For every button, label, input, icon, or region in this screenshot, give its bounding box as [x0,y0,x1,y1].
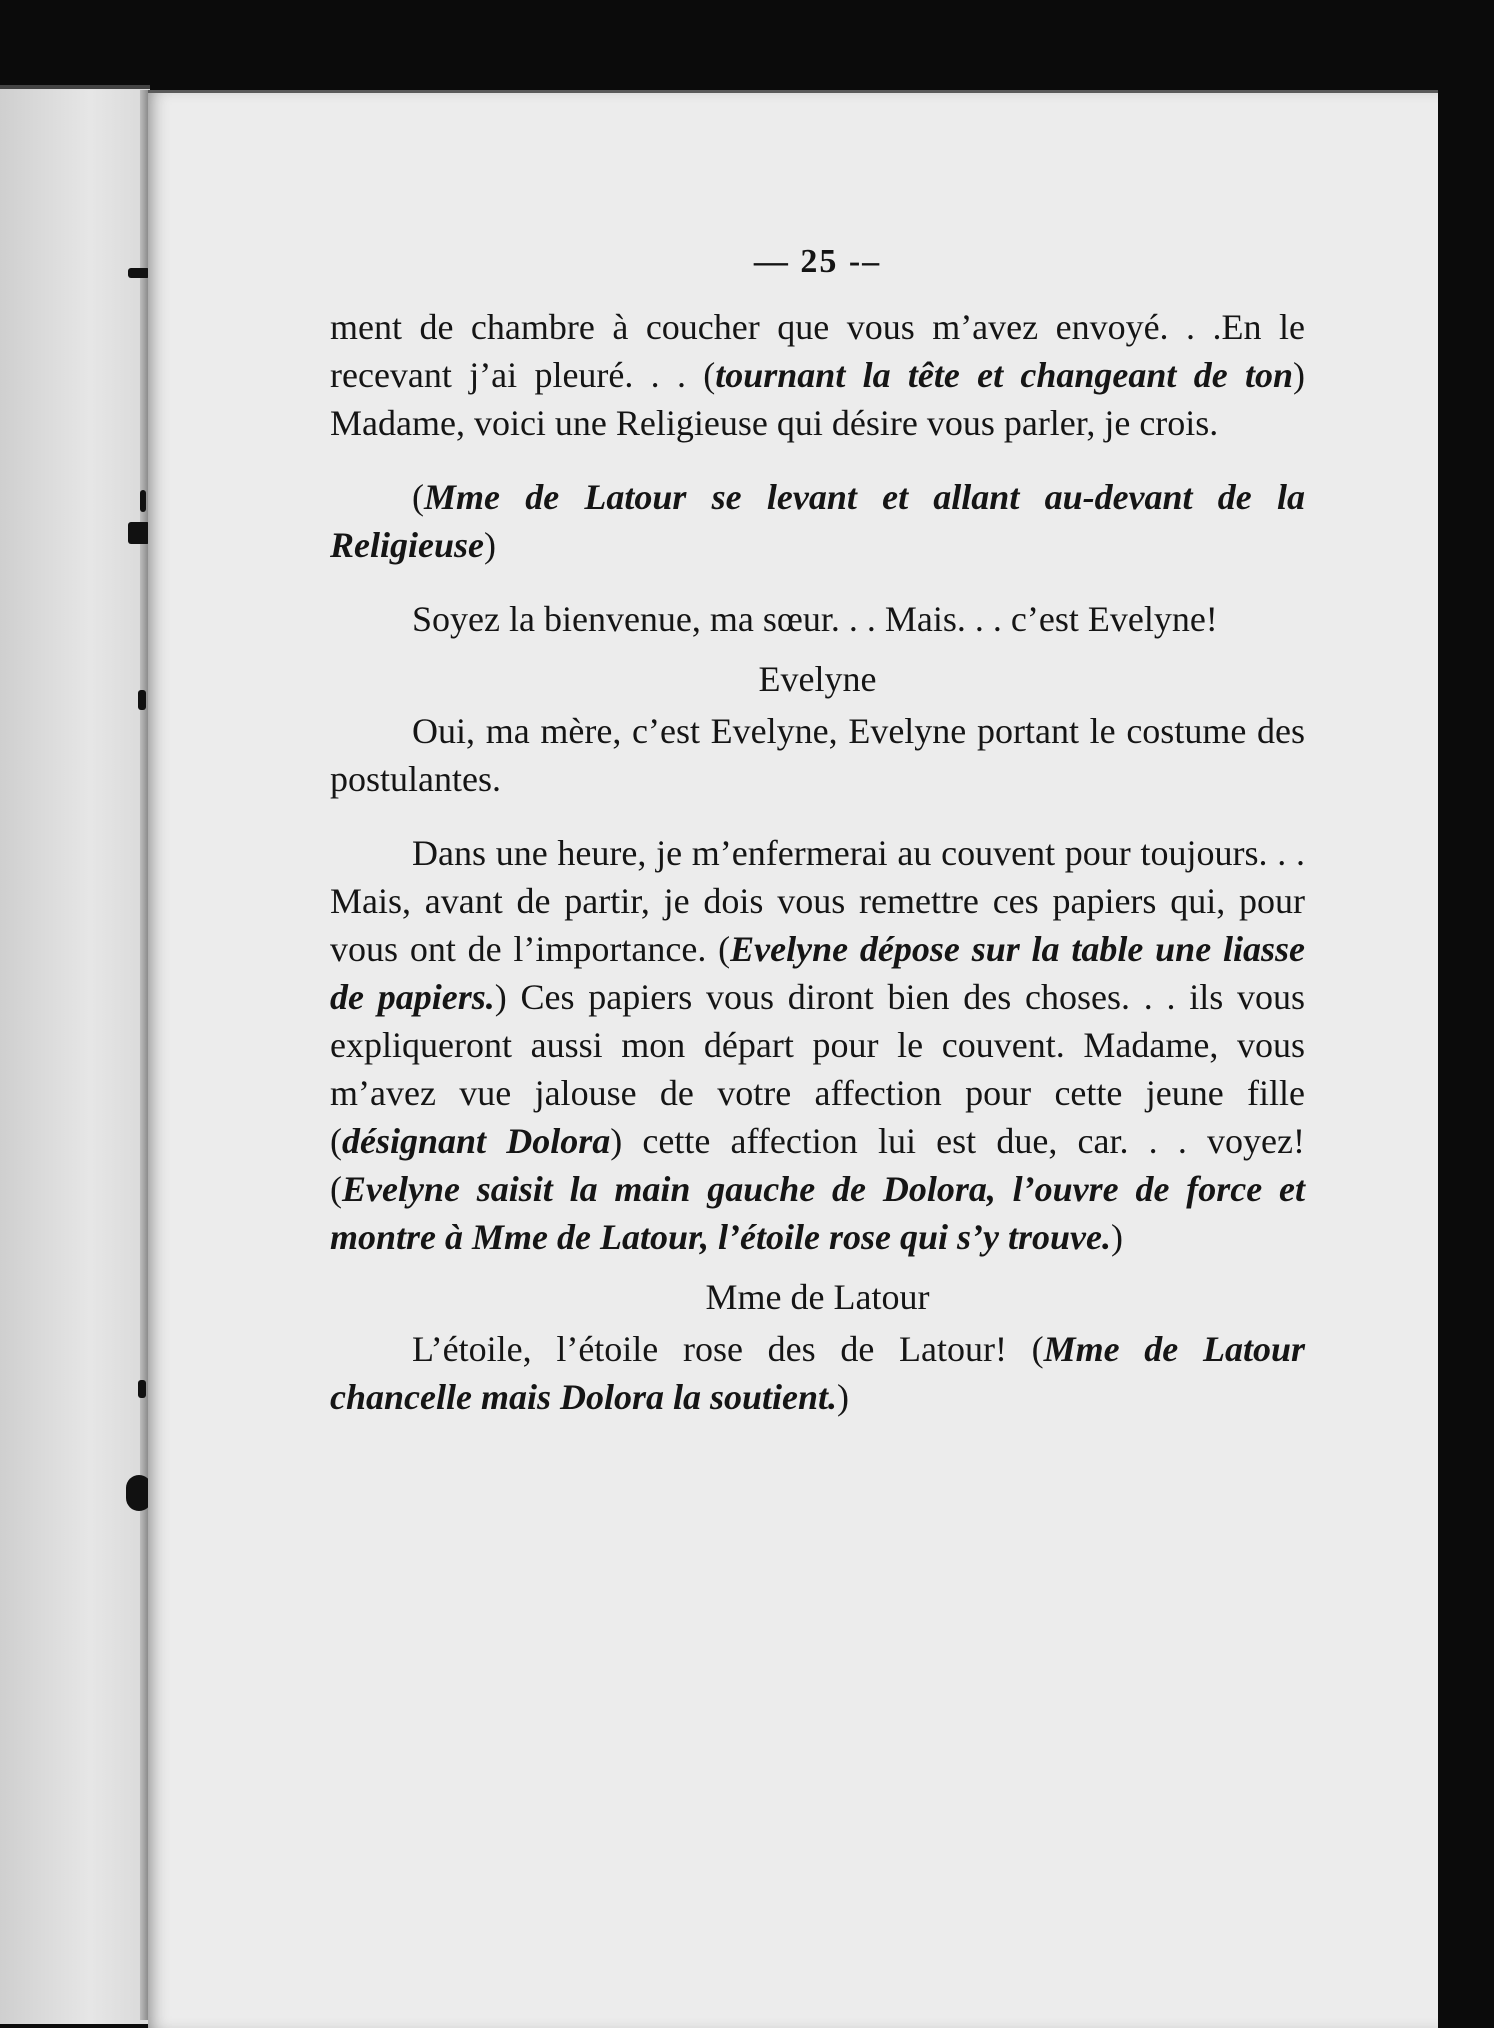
text-run: L’étoile, l’étoile rose des de Latour! ( [412,1329,1044,1369]
speaker-name: Mme de Latour [705,1277,930,1317]
text-run: ( [412,477,424,517]
text-run: ) [483,525,496,565]
page-content [330,243,1305,1421]
text-run: ) Madame, voici une Religieuse qui désire vous parler, je crois. [330,355,1306,443]
text-run: ) cette affection lui est due, car. . . voyez! ( [330,1121,1305,1209]
stage-direction: Evelyne saisit la main gauche de Dolora, l’ouvre de force et montre à Mme de Latour, l’étoile rose qui s’y trouve. [330,1169,1305,1257]
text-run: Dans une heure, je m’enfermerai au couvent pour toujours. . . Mais, avant de partir, je dois vous remettre ces papiers qui, pour vous ont de l’importance. ( [330,833,1305,969]
paragraph [330,1325,1305,1421]
stage-direction: tournant la tête et changeant de ton [715,355,1294,395]
stage-direction: Evelyne dépose sur la table une liasse de papiers. [330,929,1305,1017]
left-page-edge [0,85,150,2024]
stage-direction: Mme de Latour se levant et allant au-devant de la Religieuse [330,477,1305,565]
book-spine-shadow [140,90,148,2020]
text-run: ment de chambre à coucher que vous m’avez envoyé. . .En le recevant j’ai pleuré. . . ( [330,307,1305,395]
text-run: ) [837,1377,850,1417]
text-run: ) [1110,1217,1123,1257]
page-number: — 25 -– [753,243,882,280]
paragraph [330,303,1305,447]
stage-direction-paragraph [330,473,1305,569]
book-page [148,90,1438,2028]
text-run: ) Ces papiers vous diront bien des choses. . . ils vous expliqueront aussi mon départ pour le couvent. Madame, vous m’avez vue jalouse de votre affection pour cette jeune fille ( [330,977,1306,1161]
stage-direction: Mme de Latour chancelle mais Dolora la soutient. [330,1329,1305,1417]
paragraph: Soyez la bienvenue, ma sœur. . . Mais. . . c’est Evelyne! [412,599,1218,639]
binding-mark [128,522,150,544]
speaker-name: Evelyne [758,659,877,699]
binding-mark [128,268,150,278]
binding-mark [138,690,146,710]
stage-direction: désignant Dolora [342,1121,611,1161]
paragraph [330,829,1305,1261]
binding-mark [138,1380,146,1398]
binding-mark [140,490,146,512]
paragraph: Oui, ma mère, c’est Evelyne, Evelyne portant le costume des postulantes. [330,711,1305,799]
